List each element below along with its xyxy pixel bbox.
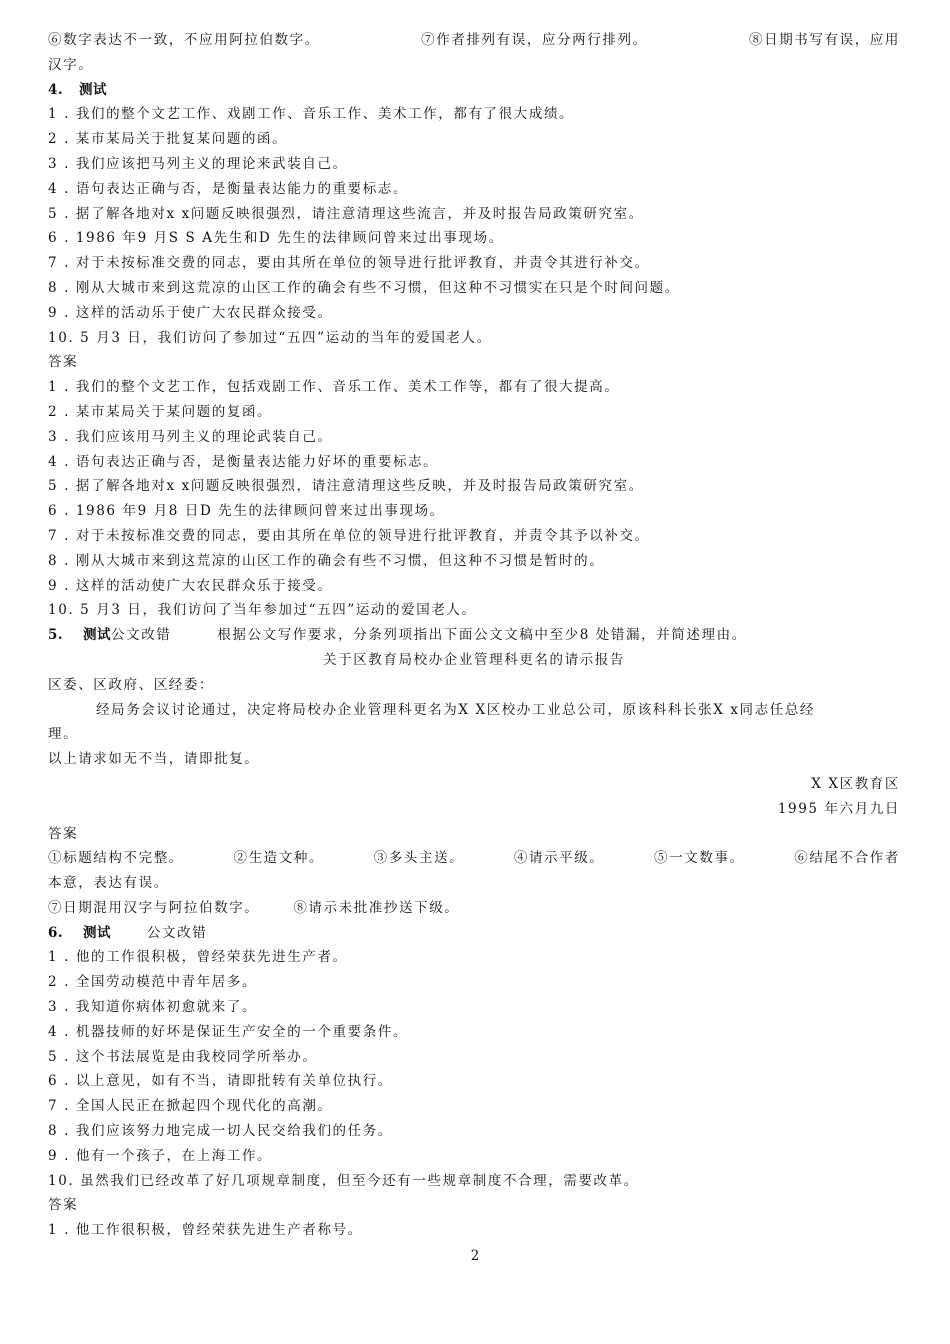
answer-item: ⑥结尾不合作者 xyxy=(794,850,900,867)
answer-item: 9 . 这样的活动使广大农民群众乐于接受。 xyxy=(48,577,333,594)
list-item: 5 . 这个书法展览是由我校同学所举办。 xyxy=(48,1048,318,1065)
answer-label: 答案 xyxy=(48,354,79,371)
section-6-items xyxy=(48,945,900,1193)
doc-body: 经局务会议讨论通过，决定将局校办企业管理科更名为X X区校办工业总公司，原该科科长张X x同志任总经 xyxy=(96,701,816,718)
answer-item: 10. 5 月3 日，我们访问了当年参加过“五四”运动的爱国老人。 xyxy=(48,602,477,619)
list-item: 1 . 我们的整个文艺工作、戏剧工作、音乐工作、美术工作，都有了很大成绩。 xyxy=(48,106,575,123)
section-5-answers-row-2 xyxy=(48,896,900,921)
list-item: 2 . 全国劳动模范中青年居多。 xyxy=(48,974,258,991)
answer-item: ⑧请示未批准抄送下级。 xyxy=(293,899,460,916)
list-item: 7 . 全国人民正在掀起四个现代化的高潮。 xyxy=(48,1098,333,1115)
list-item: 9 . 这样的活动乐于使广大农民群众接受。 xyxy=(48,304,333,321)
answer-item-cont: 本意，表达有误。 xyxy=(48,875,169,892)
answer-item: 1 . 我们的整个文艺工作，包括戏剧工作、音乐工作、美术工作等，都有了很大提高。 xyxy=(48,379,620,396)
list-item: 2 . 某市某局关于批复某问题的函。 xyxy=(48,131,288,148)
answer-item: 5 . 据了解各地对x x问题反映很强烈，请注意清理这些反映，并及时报告局政策研究室。 xyxy=(48,478,644,495)
error-item-6: ⑥数字表达不一致，不应用阿拉伯数字。 xyxy=(48,32,320,48)
answer-label: 答案 xyxy=(48,1197,79,1214)
answer-label: 答案 xyxy=(48,825,79,842)
list-item: 7 . 对于未按标准交费的同志，要由其所在单位的领导进行批评教育，并责令其进行补交。 xyxy=(48,255,650,272)
list-item: 10. 5 月3 日，我们访问了参加过“五四”运动的当年的爱国老人。 xyxy=(48,329,492,346)
list-item: 8 . 刚从大城市来到这荒凉的山区工作的确会有些不习惯，但这种不习惯实在只是个时间问题。 xyxy=(48,279,680,296)
answer-item: 4 . 语句表达正确与否，是衡量表达能力好坏的重要标志。 xyxy=(48,453,439,470)
answer-item: ①标题结构不完整。 xyxy=(48,850,184,867)
answer-item: ⑦日期混用汉字与阿拉伯数字。 xyxy=(48,899,260,916)
errors-line-cont: 汉字。 xyxy=(48,56,94,73)
section-title: 测试 xyxy=(83,924,111,941)
doc-title: 关于区教育局校办企业管理科更名的请示报告 xyxy=(323,651,625,668)
section-5-heading xyxy=(48,623,900,648)
doc-signature-org: X X区教育区 xyxy=(811,775,900,792)
answer-item: 8 . 刚从大城市来到这荒凉的山区工作的确会有些不习惯，但这种不习惯是暂时的。 xyxy=(48,552,605,569)
section-4-heading xyxy=(48,78,900,103)
doc-closing: 以上请求如无不当，请即批复。 xyxy=(48,751,260,768)
list-item: 6 . 以上意见，如有不当，请即批转有关单位执行。 xyxy=(48,1073,393,1090)
errors-line xyxy=(48,28,900,53)
section-subtitle: 公文改错 xyxy=(111,627,172,644)
page-number: 2 xyxy=(470,1248,480,1264)
section-4-answers xyxy=(48,375,900,623)
document-page xyxy=(48,28,900,1243)
section-number: 5. xyxy=(48,627,64,644)
list-item: 9 . 他有一个孩子，在上海工作。 xyxy=(48,1147,273,1164)
answer-item: 6 . 1986 年9 月8 日D 先生的法律顾问曾来过出事现场。 xyxy=(48,503,445,520)
doc-body-cont: 理。 xyxy=(48,726,79,743)
section-title: 测试 xyxy=(83,627,111,644)
doc-addressee: 区委、区政府、区经委： xyxy=(48,676,215,693)
section-number: 6. xyxy=(48,924,64,941)
answer-item: 1 . 他工作很积极，曾经荣获先进生产者称号。 xyxy=(48,1222,363,1239)
answer-item: ③多头主送。 xyxy=(373,850,465,867)
section-4-items xyxy=(48,102,900,350)
answer-item: 7 . 对于未按标准交费的同志，要由其所在单位的领导进行批评教育，并责令其予以补交。 xyxy=(48,527,650,544)
list-item: 1 . 他的工作很积极，曾经荣获先进生产者。 xyxy=(48,949,348,966)
doc-signature-date: 1995 年六月九日 xyxy=(777,800,900,817)
answer-item: ④请示平级。 xyxy=(513,850,605,867)
list-item: 6 . 1986 年9 月S S A先生和D 先生的法律顾问曾来过出事现场。 xyxy=(48,230,504,247)
section-subtitle: 公文改错 xyxy=(146,924,208,941)
section-number: 4. xyxy=(48,81,64,98)
list-item: 4 . 语句表达正确与否，是衡量表达能力的重要标志。 xyxy=(48,180,409,197)
error-item-7: ⑦作者排列有误，应分两行排列。 xyxy=(421,32,648,48)
list-item: 3 . 我们应该把马列主义的理论来武装自己。 xyxy=(48,155,348,172)
answer-item: 3 . 我们应该用马列主义的理论武装自己。 xyxy=(48,428,333,445)
list-item: 4 . 机器技师的好坏是保证生产安全的一个重要条件。 xyxy=(48,1023,409,1040)
section-instruction: 根据公文写作要求，分条列项指出下面公文文稿中至少8 处错漏，并简述理由。 xyxy=(217,627,747,644)
section-6-heading xyxy=(48,921,900,946)
section-title: 测试 xyxy=(79,81,107,98)
list-item: 10. 虽然我们已经改革了好几项规章制度，但至今还有一些规章制度不合理，需要改革。 xyxy=(48,1172,639,1189)
list-item: 8 . 我们应该努力地完成一切人民交给我们的任务。 xyxy=(48,1123,393,1140)
list-item: 3 . 我知道你病体初愈就来了。 xyxy=(48,999,258,1016)
list-item: 5 . 据了解各地对x x问题反映很强烈，请注意清理这些流言，并及时报告局政策研究室。 xyxy=(48,205,644,222)
answer-item: 2 . 某市某局关于某问题的复函。 xyxy=(48,403,273,420)
answer-item: ⑤一文数事。 xyxy=(654,850,745,867)
error-item-8: ⑧日期书写有误，应用 xyxy=(749,32,900,48)
section-5-answers-row xyxy=(48,846,900,871)
answer-item: ②生造文种。 xyxy=(233,850,325,867)
